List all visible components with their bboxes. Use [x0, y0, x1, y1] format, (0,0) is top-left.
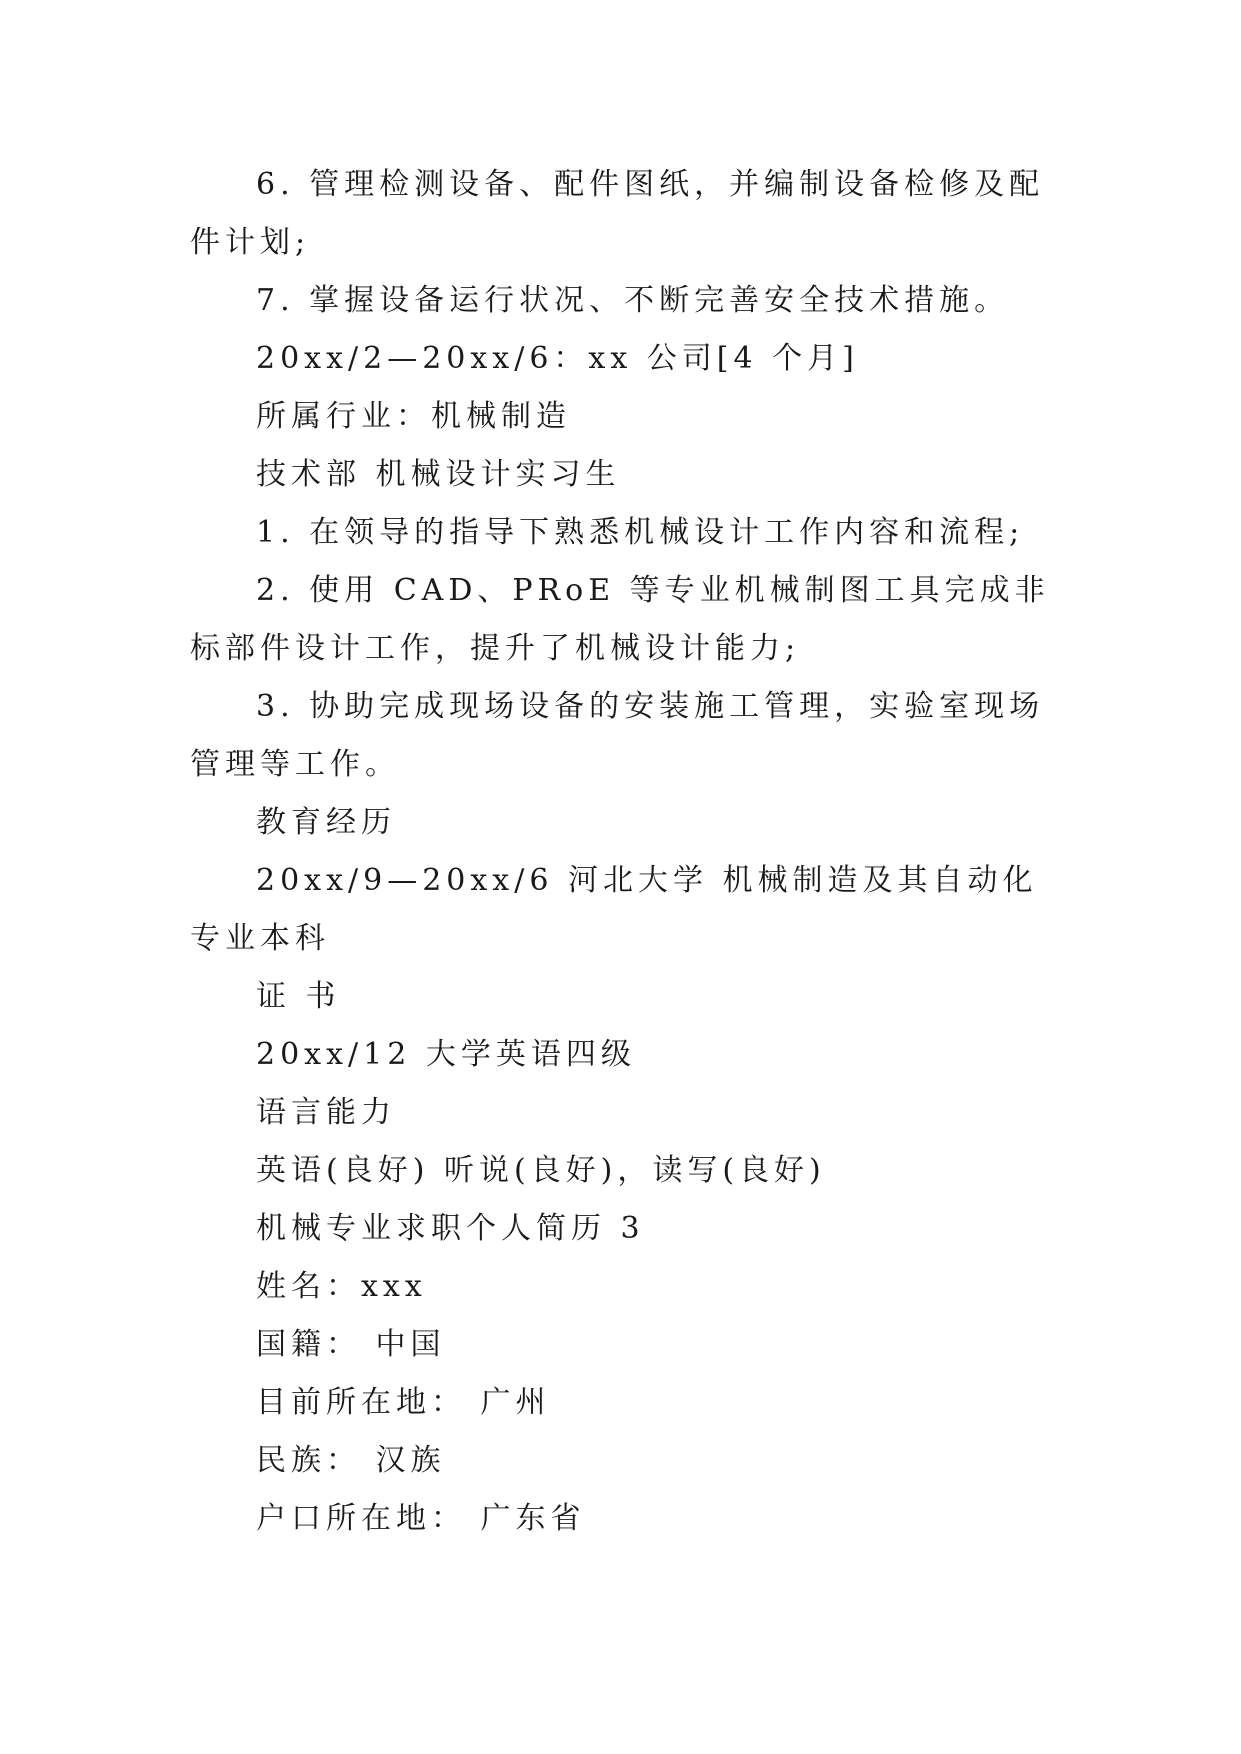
- field-current-location: 目前所在地： 广州: [256, 1385, 551, 1420]
- paragraph-intern-duty-3: 3. 协助完成现场设备的安装施工管理，实验室现场管理等工作。: [190, 689, 1045, 782]
- paragraph-industry: 所属行业：机械制造: [256, 399, 571, 434]
- paragraph-department-position: 技术部 机械设计实习生: [256, 457, 621, 492]
- document-page: [190, 156, 1050, 1548]
- section-heading-language: 语言能力: [256, 1095, 396, 1130]
- field-household-registration: 户口所在地： 广东省: [256, 1501, 586, 1536]
- section-heading-certificates: 证 书: [256, 979, 341, 1014]
- paragraph-intern-duty-2: 2. 使用 CAD、PRoE 等专业机械制图工具完成非标部件设计工作，提升了机械设计能力;: [190, 573, 1050, 666]
- paragraph-duty-6: 6. 管理检测设备、配件图纸，并编制设备检修及配件计划;: [190, 167, 1045, 260]
- field-nationality: 国籍： 中国: [256, 1327, 446, 1362]
- paragraph-education-entry: 20xx/9—20xx/6 河北大学 机械制造及其自动化专业本科: [190, 863, 1038, 956]
- paragraph-duty-7: 7. 掌握设备运行状况、不断完善安全技术措施。: [256, 283, 1010, 318]
- paragraph-certificate-entry: 20xx/12 大学英语四级: [256, 1037, 636, 1072]
- field-name: 姓名：xxx: [256, 1269, 427, 1304]
- paragraph-job-period: 20xx/2—20xx/6：xx 公司[4 个月]: [256, 341, 859, 376]
- paragraph-intern-duty-1: 1. 在领导的指导下熟悉机械设计工作内容和流程;: [256, 515, 1025, 550]
- field-ethnicity: 民族： 汉族: [256, 1443, 446, 1478]
- paragraph-language-entry: 英语(良好) 听说(良好)，读写(良好): [256, 1153, 826, 1188]
- section-heading-education: 教育经历: [256, 805, 396, 840]
- resume-title: 机械专业求职个人简历 3: [256, 1211, 645, 1246]
